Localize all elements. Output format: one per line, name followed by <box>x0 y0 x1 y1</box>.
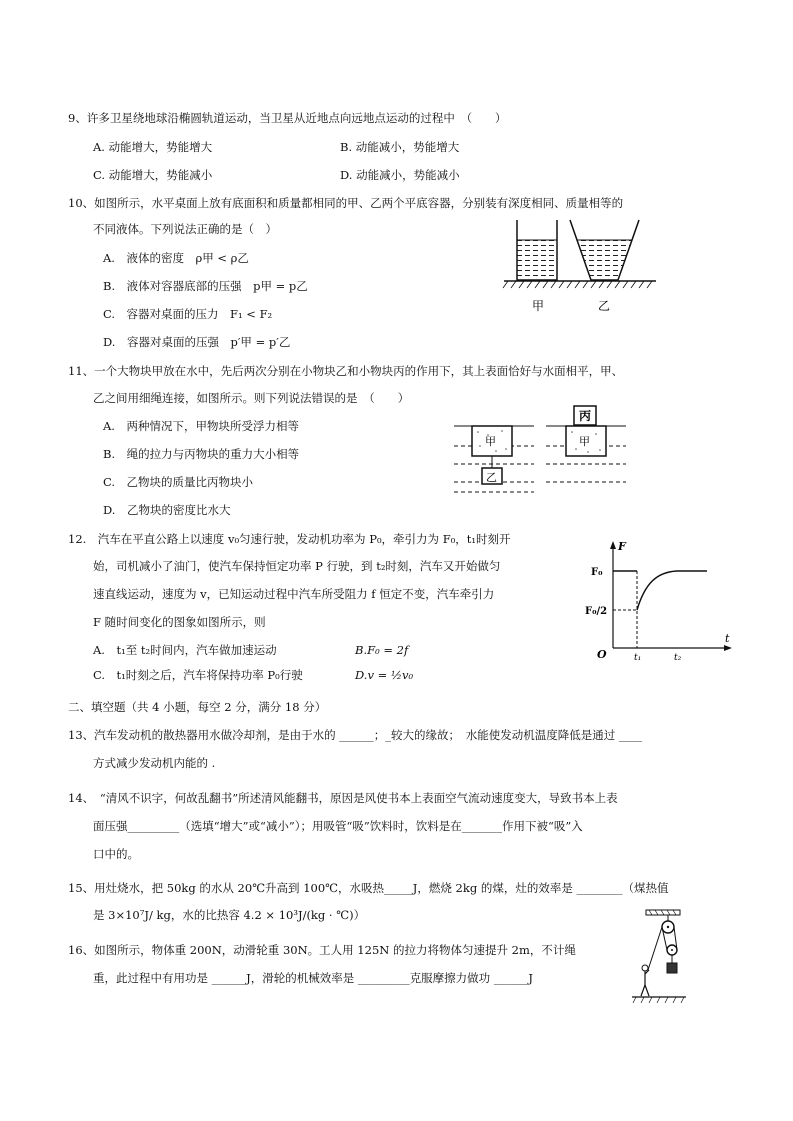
q11-option-a: A. 两种情况下，甲物块所受浮力相等 <box>103 419 299 433</box>
x-tick-t2: t₂ <box>674 653 682 663</box>
block-label-yi: 乙 <box>486 471 497 484</box>
q16-line1: 16、如图所示，物体重 200N，动滑轮重 30N。工人用 125N 的拉力将物体匀速提升 2m，不计绳 <box>68 943 576 957</box>
q11-stem-line2: 乙之间用细绳连接，如图所示。则下列说法错误的是 （ ） <box>93 391 410 405</box>
q11-blocks-figure <box>450 400 630 500</box>
q14-line3: 口中的。 <box>93 847 139 861</box>
q9-stem: 9、许多卫星绕地球沿椭圆轨道运动，当卫星从近地点向远地点运动的过程中 （ ） <box>68 111 507 125</box>
q11-stem-line1: 11、一个大物块甲放在水中，先后两次分别在小物块乙和小物块丙的作用下，其上表面恰好与水面相平，甲、 <box>68 364 624 378</box>
container-jia <box>517 220 557 280</box>
q11-option-d: D. 乙物块的密度比水大 <box>103 503 231 517</box>
q12-option-b: B.F₀ = 2f <box>355 643 409 657</box>
y-tick-half-f0: F₀/2 <box>585 606 608 617</box>
x-axis-label: t <box>725 632 730 645</box>
container-label-yi: 乙 <box>598 299 611 313</box>
q9-option-d: D. 动能减小，势能减小 <box>340 168 460 182</box>
q9-option-b: B. 动能减小，势能增大 <box>340 140 460 154</box>
q10-option-c: C. 容器对桌面的压力 F₁ < F₂ <box>103 307 273 321</box>
q15-line2: 是 3×10⁷J/ kg，水的比热容 4.2 × 10³J/(kg · ℃)） <box>93 908 366 922</box>
q12-force-time-graph <box>585 538 735 663</box>
block-label-jia-left: 甲 <box>485 435 496 448</box>
q15-line1: 15、用灶烧水，把 50kg 的水从 20℃升高到 100℃，水吸热_____J，燃烧 2kg 的煤，灶的效率是 ________（煤热值 <box>68 881 669 895</box>
q13-line1: 13、汽车发动机的散热器用水做冷却剂，是由于水的 ______；_较大的缘故； 水能使发动机温度降低是通过 ____ <box>68 728 642 742</box>
q16-line2: 重，此过程中有用功是 ______J，滑轮的机械效率是 _________克服摩擦力做功 ______J <box>93 971 533 985</box>
q9-option-a: A. 动能增大，势能增大 <box>93 140 213 154</box>
q16-pulley-figure <box>628 908 690 1008</box>
q10-option-d: D. 容器对桌面的压强 p′甲 = p′乙 <box>103 335 291 349</box>
q12-stem-line4: F 随时间变化的图象如图所示，则 <box>93 615 266 629</box>
q12-option-d: D.v = ½v₀ <box>355 668 414 682</box>
y-axis-label: F <box>618 540 626 553</box>
q12-option-a: A. t₁至 t₂时间内，汽车做加速运动 <box>93 643 277 657</box>
q11-option-b: B. 绳的拉力与丙物块的重力大小相等 <box>103 447 300 461</box>
q12-stem-line3: 速直线运动，速度为 v，已知运动过程中汽车所受阻力 f 恒定不变，汽车牵引力 <box>93 587 495 601</box>
block-label-bing: 丙 <box>579 409 592 423</box>
q10-option-b: B. 液体对容器底部的压强 p甲 = p乙 <box>103 279 308 293</box>
worker-head <box>642 965 648 971</box>
section2-title: 二、填空题（共 4 小题，每空 2 分，满分 18 分） <box>68 700 327 714</box>
q10-option-a: A. 液体的密度 ρ甲 < ρ乙 <box>103 251 249 265</box>
x-tick-t1: t₁ <box>634 653 642 663</box>
y-tick-f0: F₀ <box>591 567 603 578</box>
q10-stem-line2: 不同液体。下列说法正确的是（ ） <box>93 222 277 236</box>
block-label-jia-right: 甲 <box>579 435 590 448</box>
container-yi <box>570 220 639 280</box>
q10-containers-figure <box>500 218 660 318</box>
weight-block <box>667 963 677 973</box>
q10-stem-line1: 10、如图所示，水平桌面上放有底面积和质量都相同的甲、乙两个平底容器，分别装有深度相同、质量相等的 <box>68 196 624 210</box>
q12-stem-line1: 12. 汽车在平直公路上以速度 v₀匀速行驶，发动机功率为 P₀，牵引力为 F₀，t₁时刻开 <box>68 532 511 546</box>
q9-option-c: C. 动能增大，势能减小 <box>93 168 213 182</box>
force-curve-recovery <box>637 571 707 610</box>
origin-label: O <box>597 648 607 661</box>
q12-option-c: C. t₁时刻之后，汽车将保持功率 P₀行驶 <box>93 668 303 682</box>
container-label-jia: 甲 <box>532 299 545 313</box>
q12-stem-line2: 始，司机减小了油门，使汽车保持恒定功率 P 行驶，到 t₂时刻，汽车又开始做匀 <box>93 559 501 573</box>
q13-line2: 方式减少发动机内能的 . <box>93 756 216 770</box>
q11-option-c: C. 乙物块的质量比丙物块小 <box>103 475 254 489</box>
q14-line2: 面压强_________（选填“增大”或“减小”）；用吸管“吸”饮料时，饮料是在_______作用下被“吸”入 <box>93 819 583 833</box>
q14-line1: 14、 “清风不识字，何故乱翻书”所述清风能翻书，原因是风使书本上表面空气流动速度变大，导致书本上表 <box>68 791 618 805</box>
